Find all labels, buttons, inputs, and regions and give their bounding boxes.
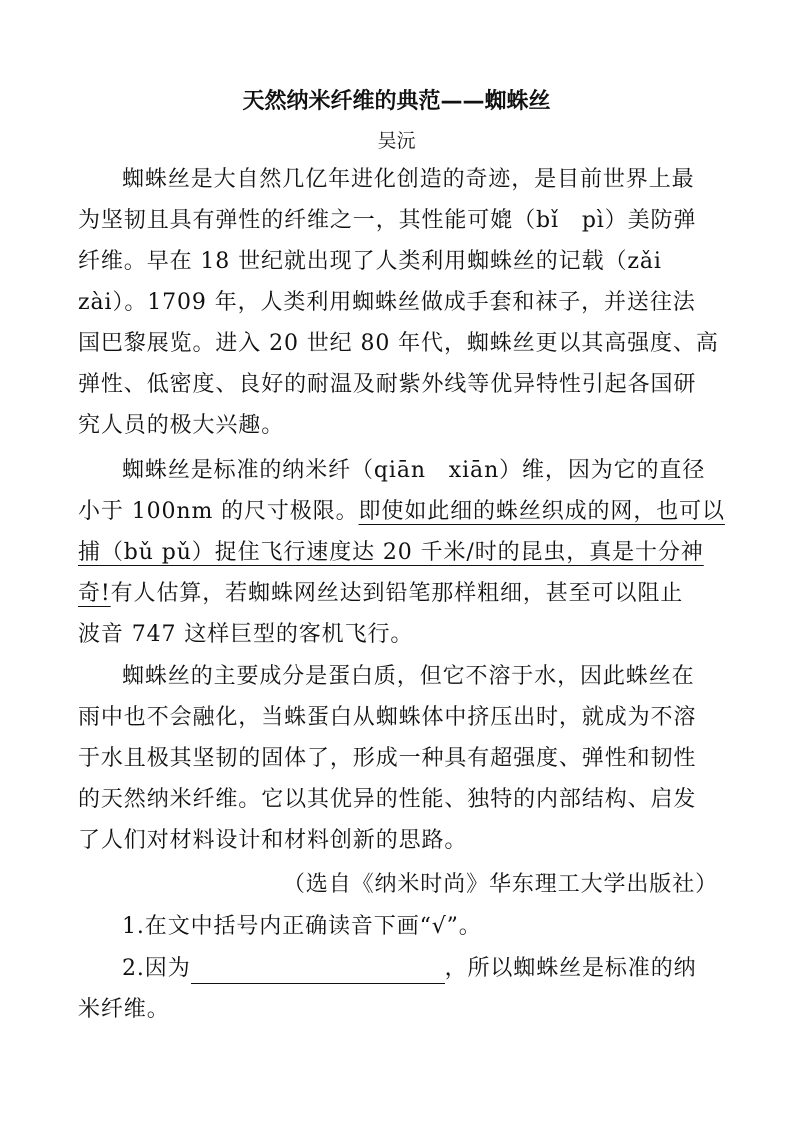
underlined-sentence-part-3: 奇! bbox=[78, 581, 111, 606]
paragraph-1-line-7: 究人员的极大兴趣。 bbox=[78, 413, 285, 438]
paragraph-1-line-2: 为坚韧且具有弹性的纤维之一，其性能可媲（bǐ pì）美防弹 bbox=[78, 208, 697, 233]
paragraph-3-line-4: 的天然纳米纤维。它以其优异的性能、独特的内部结构、启发 bbox=[78, 787, 697, 812]
paragraph-1-line-5: 国巴黎展览。进入 20 世纪 80 年代，蜘蛛丝更以其高强度、高 bbox=[78, 331, 719, 356]
question-2 bbox=[122, 954, 718, 984]
paragraph-3-line-1: 蜘蛛丝的主要成分是蛋白质，但它不溶于水，因此蛛丝在 bbox=[122, 664, 695, 689]
underlined-sentence-part-2: 捕（bǔ pǔ）捉住飞行速度达 20 千米/时的昆虫，真是十分神 bbox=[78, 540, 704, 565]
question-2-prefix: 2.因为 bbox=[122, 956, 191, 981]
paragraph-1-line-3: 纤维。早在 18 世纪就出现了人类利用蜘蛛丝的记载（zǎi bbox=[78, 249, 662, 274]
underlined-sentence-part-1: 即使如此细的蛛丝织成的网，也可以 bbox=[358, 499, 725, 524]
paragraph-1-line-1: 蜘蛛丝是大自然几亿年进化创造的奇迹，是目前世界上最 bbox=[122, 167, 695, 192]
paragraph-1-line-6: 弹性、低密度、良好的耐温及耐紫外线等优异特性引起各国研 bbox=[78, 372, 697, 397]
paragraph-2-line-2-plain: 小于 100nm 的尺寸极限。 bbox=[78, 499, 359, 524]
question-2-line-2: 米纤维。 bbox=[78, 997, 170, 1022]
question-1: 1.在文中括号内正确读音下画“√”。 bbox=[122, 914, 482, 939]
paragraph-3-line-2: 雨中也不会融化，当蛛蛋白从蜘蛛体中挤压出时，就成为不溶 bbox=[78, 705, 697, 730]
paragraph-3-line-3: 于水且极其坚韧的固体了，形成一种具有超强度、弹性和韧性 bbox=[78, 746, 697, 771]
paragraph-1-line-4: zài）。1709 年，人类利用蜘蛛丝做成手套和袜子，并送往法 bbox=[78, 290, 696, 315]
article-author: 吴沅 bbox=[377, 130, 416, 152]
paragraph-2-line-4-plain: 有人估算，若蜘蛛网丝达到铅笔那样粗细，甚至可以阻止 bbox=[110, 581, 684, 606]
source-citation: （选自《纳米时尚》华东理工大学出版社） bbox=[282, 872, 718, 897]
article-title: 天然纳米纤维的典范——蜘蛛丝 bbox=[242, 89, 551, 114]
paragraph-2-line-1: 蜘蛛丝是标准的纳米纤（qiān xiān）维，因为它的直径 bbox=[122, 458, 706, 483]
paragraph-2-line-2 bbox=[78, 497, 725, 527]
question-2-suffix: ，所以蜘蛛丝是标准的纳 bbox=[444, 956, 697, 981]
paragraph-2-line-5: 波音 747 这样巨型的客机飞行。 bbox=[78, 622, 414, 647]
paragraph-2-line-4 bbox=[78, 579, 718, 609]
paragraph-3-line-5: 了人们对材料设计和材料创新的思路。 bbox=[78, 828, 468, 853]
answer-blank[interactable] bbox=[191, 961, 445, 984]
